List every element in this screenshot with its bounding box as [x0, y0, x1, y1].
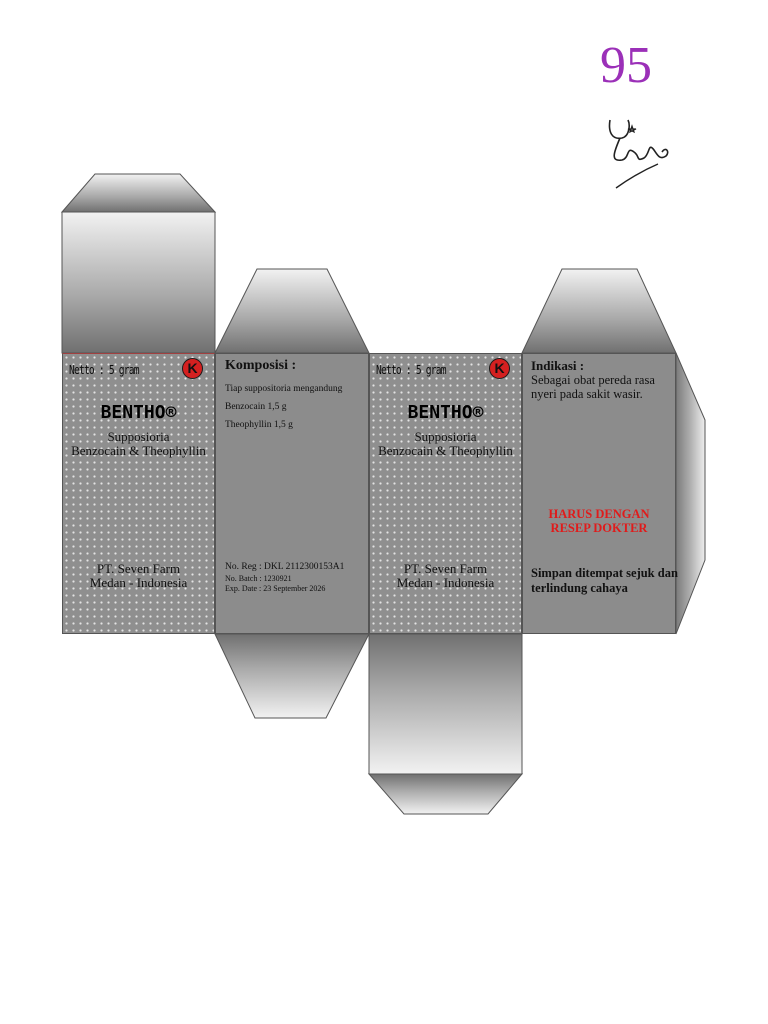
indikasi-title: Indikasi : — [531, 358, 585, 373]
top-tuck-flap — [62, 174, 215, 212]
indikasi-text: Sebagai obat pereda rasa nyeri pada sakit wasir. — [531, 373, 655, 401]
netto-label: Netto : 5 gram — [376, 363, 446, 377]
prescription-warning — [523, 507, 675, 535]
warning-line: HARUS DENGAN — [548, 507, 650, 521]
ingredients-line: Benzocain & Theophyllin — [378, 443, 513, 458]
glue-flap — [676, 353, 705, 634]
back-panel — [369, 353, 522, 634]
product-form: Supposioria — [107, 429, 170, 444]
score-number: 95 — [600, 37, 652, 94]
bottom-tuck-flap — [369, 774, 522, 814]
signature-image — [600, 112, 680, 192]
bottom-dust-flap — [215, 634, 369, 718]
k-logo-icon: K — [489, 358, 510, 379]
komposisi-item: Theophyllin 1,5 g — [225, 420, 293, 430]
registration-number: No. Reg : DKL 2112300153A1 — [225, 562, 345, 572]
komposisi-intro: Tiap suppositoria mengandung — [225, 384, 343, 394]
storage-instruction: Simpan ditempat sejuk dan terlindung cahaya — [531, 566, 678, 595]
front-panel — [62, 353, 215, 634]
brand-name: BENTHO® — [100, 402, 177, 423]
top-dust-flap-1 — [215, 269, 369, 353]
indikasi-panel — [522, 353, 676, 634]
company-location: Medan - Indonesia — [396, 575, 495, 590]
expiry-date: Exp. Date : 23 September 2026 — [225, 584, 326, 593]
product-form: Supposioria — [414, 429, 477, 444]
batch-number: No. Batch : 1230921 — [225, 574, 292, 583]
company-location: Medan - Indonesia — [89, 575, 188, 590]
warning-line: RESEP DOKTER — [550, 521, 648, 535]
k-logo-icon: K — [182, 358, 203, 379]
komposisi-item: Benzocain 1,5 g — [225, 402, 287, 412]
netto-label: Netto : 5 gram — [69, 363, 139, 377]
brand-name: BENTHO® — [407, 402, 484, 423]
company-name: PT. Seven Farm — [96, 561, 181, 576]
ingredients-line: Benzocain & Theophyllin — [71, 443, 206, 458]
top-dust-flap-2 — [522, 269, 676, 353]
bottom-lid-panel — [369, 634, 522, 774]
komposisi-panel — [215, 353, 369, 634]
komposisi-title: Komposisi : — [225, 358, 297, 373]
top-lid-panel — [62, 212, 215, 353]
company-name: PT. Seven Farm — [403, 561, 488, 576]
